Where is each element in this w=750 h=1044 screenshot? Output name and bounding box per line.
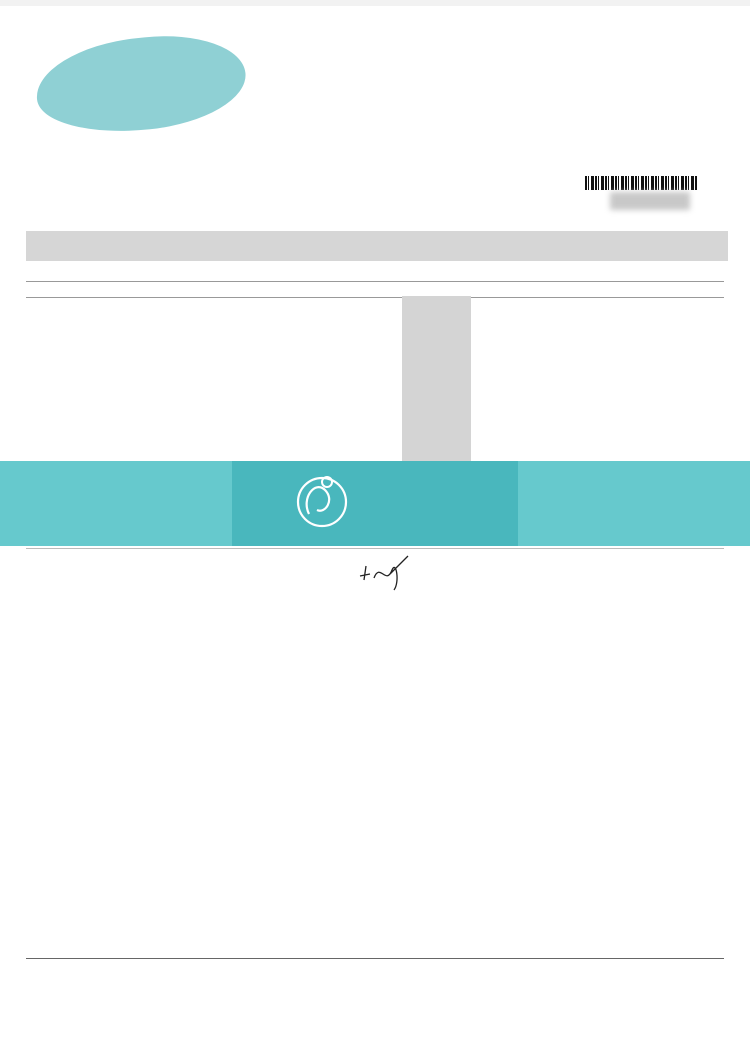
barcode-blur	[610, 192, 690, 210]
header-line-bottom	[26, 297, 724, 298]
watermark-center	[232, 461, 518, 546]
divider	[26, 548, 724, 549]
barcode	[585, 176, 697, 190]
footer-line	[26, 958, 724, 959]
sample-info-band	[26, 231, 728, 261]
result-column-shade	[402, 296, 471, 466]
org-row	[32, 196, 38, 210]
header-line-top	[26, 281, 724, 282]
dob-row	[32, 150, 44, 164]
ordered-row	[32, 180, 42, 194]
signature-icon	[356, 552, 416, 592]
militta-logo-icon	[295, 468, 349, 538]
sex-row	[32, 165, 42, 179]
